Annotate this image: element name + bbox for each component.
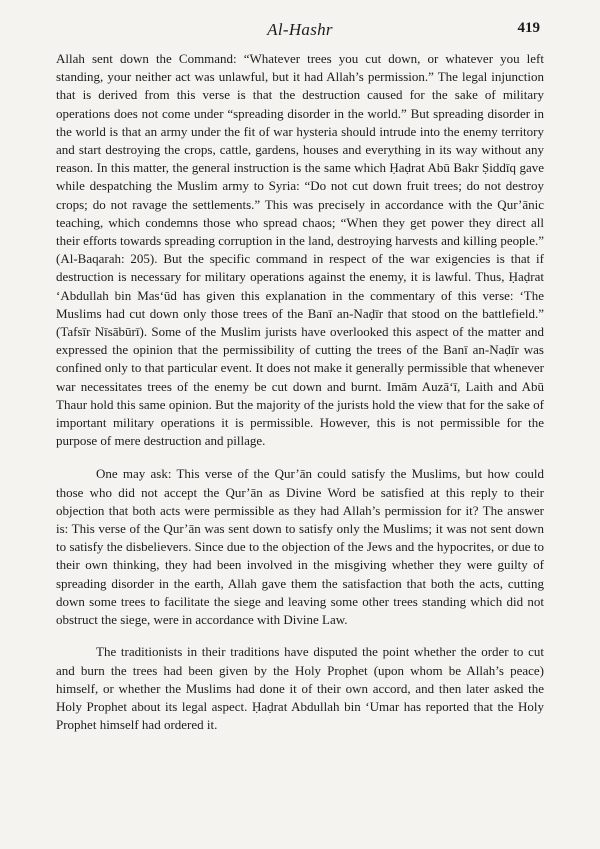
paragraph-1: Allah sent down the Command: “Whatever trees you cut down, or whatever you left standing, your neither act was unlawful, but it had Allah’s permission.” The legal injunction that is derived from this verse is that the destruction caused for the sake of military operations does not come under “spreading disorder in the world.” But spreading disorder in the world is that an army under the fit of war hysteria should intrude into the enemy territory and start destroying the crops, cattle, gardens, houses and everything in its way without any reason. In this matter, the general instruction is the same which Ḥaḍrat Abū Bakr Ṣiddīq gave while despatching the Muslim army to Syria: “Do not cut down fruit trees; do not destroy crops; do not ravage the settlements.” This was precisely in accordance with the Qur’ānic teaching, which condemns those who spread chaos; “When they get power they direct all their efforts towards spreading corruption in the land, destroying harvests and killing people.” (Al-Baqarah: 205). But the specific command in respect of the war exigencies is that if destruction is necessary for military operations against the enemy, it is lawful. Thus, Ḥaḍrat ‘Abdullah bin Mas‘ūd has given this explanation in the commentary of this verse: ‘The Muslims had cut down only those trees of the Banī an-Naḍīr that stood on the battlefield.” (Tafsīr Nīsābūrī). Some of the Muslim jurists have overlooked this aspect of the matter and expressed the opinion that the permissibility of cutting the trees of the Banī an-Naḍīr was confined only to that particular event. It does not make it generally permissible that whenever war necessitates trees of the enemy be cut down and burnt. Imām Auzā‘ī, Laith and Abū Thaur hold this same opinion. But the majority of the jurists hold the view that for the sake of important military operations it is permissible. However, this is not permissible for the purpose of mere destruction and pillage.: [56, 51, 544, 449]
paragraph-2: One may ask: This verse of the Qur’ān could satisfy the Muslims, but how could those who did not accept the Qur’ān as Divine Word be satisfied at this reply to their objection that both acts were permissible as they had Allah’s permission for it? The answer is: This verse of the Qur’ān was sent down to satisfy only the Muslims; it was not sent down to satisfy the disbelievers. Since due to the objection of the Jews and the hypocrites, or due to their own thinking, they had been involved in the misgiving whether they were guilty of spreading disorder in the earth, Allah gave them the satisfaction that both the acts, cutting down some trees to facilitate the siege and leaving some other trees standing which did not obstruct the siege, were in accordance with Divine Law.: [56, 466, 544, 628]
page-number: 419: [517, 20, 540, 36]
body-text: [56, 50, 544, 734]
chapter-title: Al-Hashr: [267, 20, 333, 39]
running-header: [0, 18, 600, 40]
paragraph-3: The traditionists in their traditions have disputed the point whether the order to cut and burn the trees had been given by the Holy Prophet (upon whom be Allah’s peace) himself, or whether the Muslims had done it of their own accord, and then later asked the Holy Prophet about its legal aspect. Ḥaḍrat Abdullah bin ‘Umar has reported that the Holy Prophet himself had ordered it.: [56, 644, 544, 733]
